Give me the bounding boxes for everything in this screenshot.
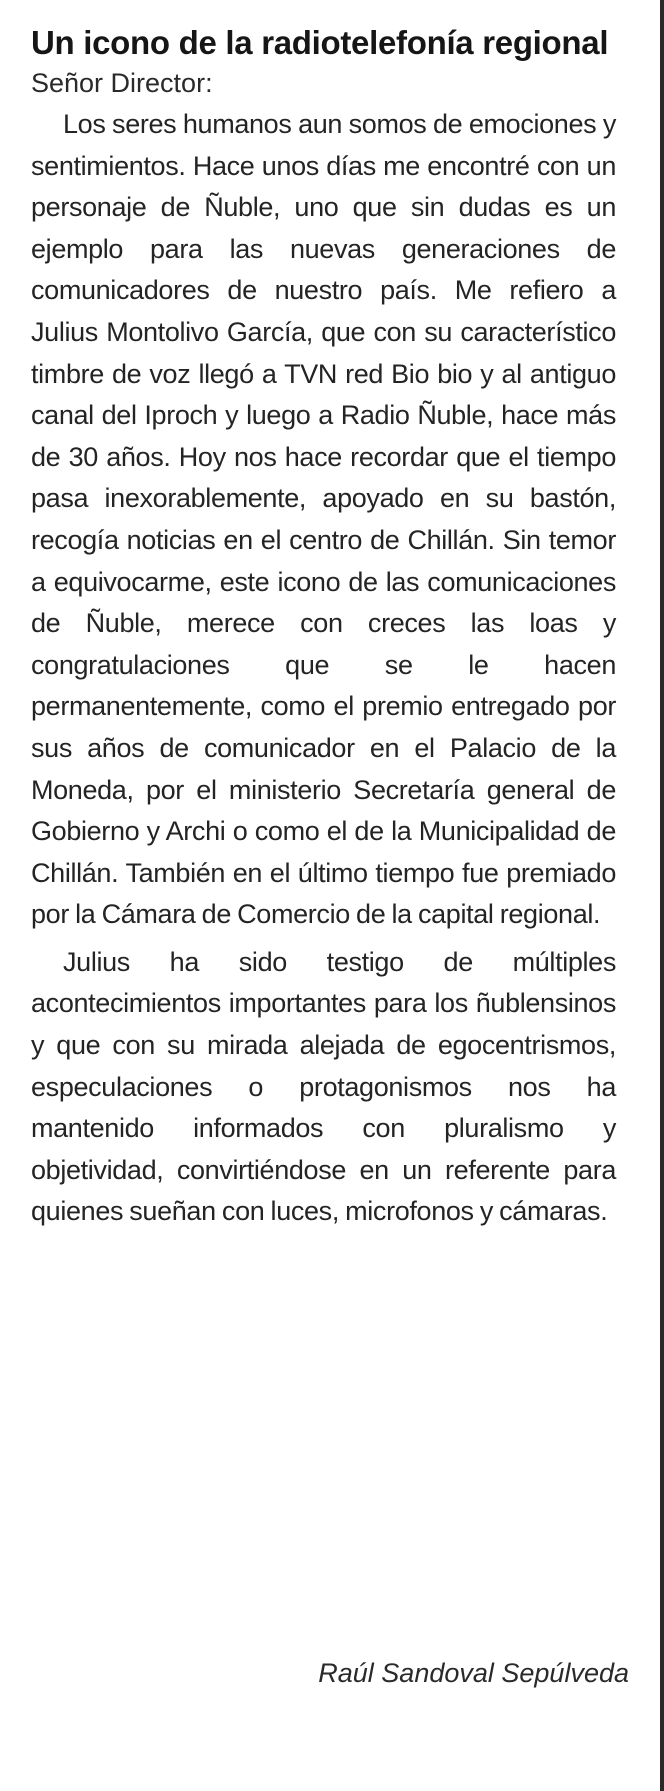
author-signature: Raúl Sandoval Sepúlveda bbox=[318, 1658, 629, 1688]
letter-article bbox=[31, 22, 616, 1233]
column-divider bbox=[660, 0, 664, 1791]
article-title: Un icono de la radiotelefonía regional bbox=[31, 24, 609, 61]
salutation: Señor Director: bbox=[31, 68, 213, 98]
paragraph-1: Los seres humanos aun somos de emociones y sentimientos. Hace unos días me encontré con un personaje de Ñuble, uno que sin dudas es un ejemplo para las nuevas generaciones de comunicadores de nuestro país. Me refiero a Julius Montolivo García, que con su característico timbre de voz llegó a TVN red Bio bio y al antiguo canal del Iproch y luego a Radio Ñuble, hace más de 30 años. Hoy nos hace recordar que el tiempo pasa inexorablemente, apoyado en su bastón, recogía noticias en el centro de Chillán. Sin temor a equivocarme, este icono de las comunicaciones de Ñuble, merece con creces las loas y congratulaciones que se le hacen permanentemente, como el premio entregado por sus años de comunicador en el Palacio de la Moneda, por el ministerio Secretaría general de Gobierno y Archi o como el de la Municipalidad de Chillán. También en el último tiempo fue premiado por la Cámara de Comercio de la capital regional. bbox=[31, 109, 616, 930]
paragraph-2: Julius ha sido testigo de múltiples acontecimientos importantes para los ñublensinos y que con su mirada alejada de egocentrismos, especulaciones o protagonismos nos ha mantenido informados con pluralismo y objetividad, convirtiéndose en un referente para quienes sueñan con luces, microfonos y cámaras. bbox=[31, 946, 616, 1227]
